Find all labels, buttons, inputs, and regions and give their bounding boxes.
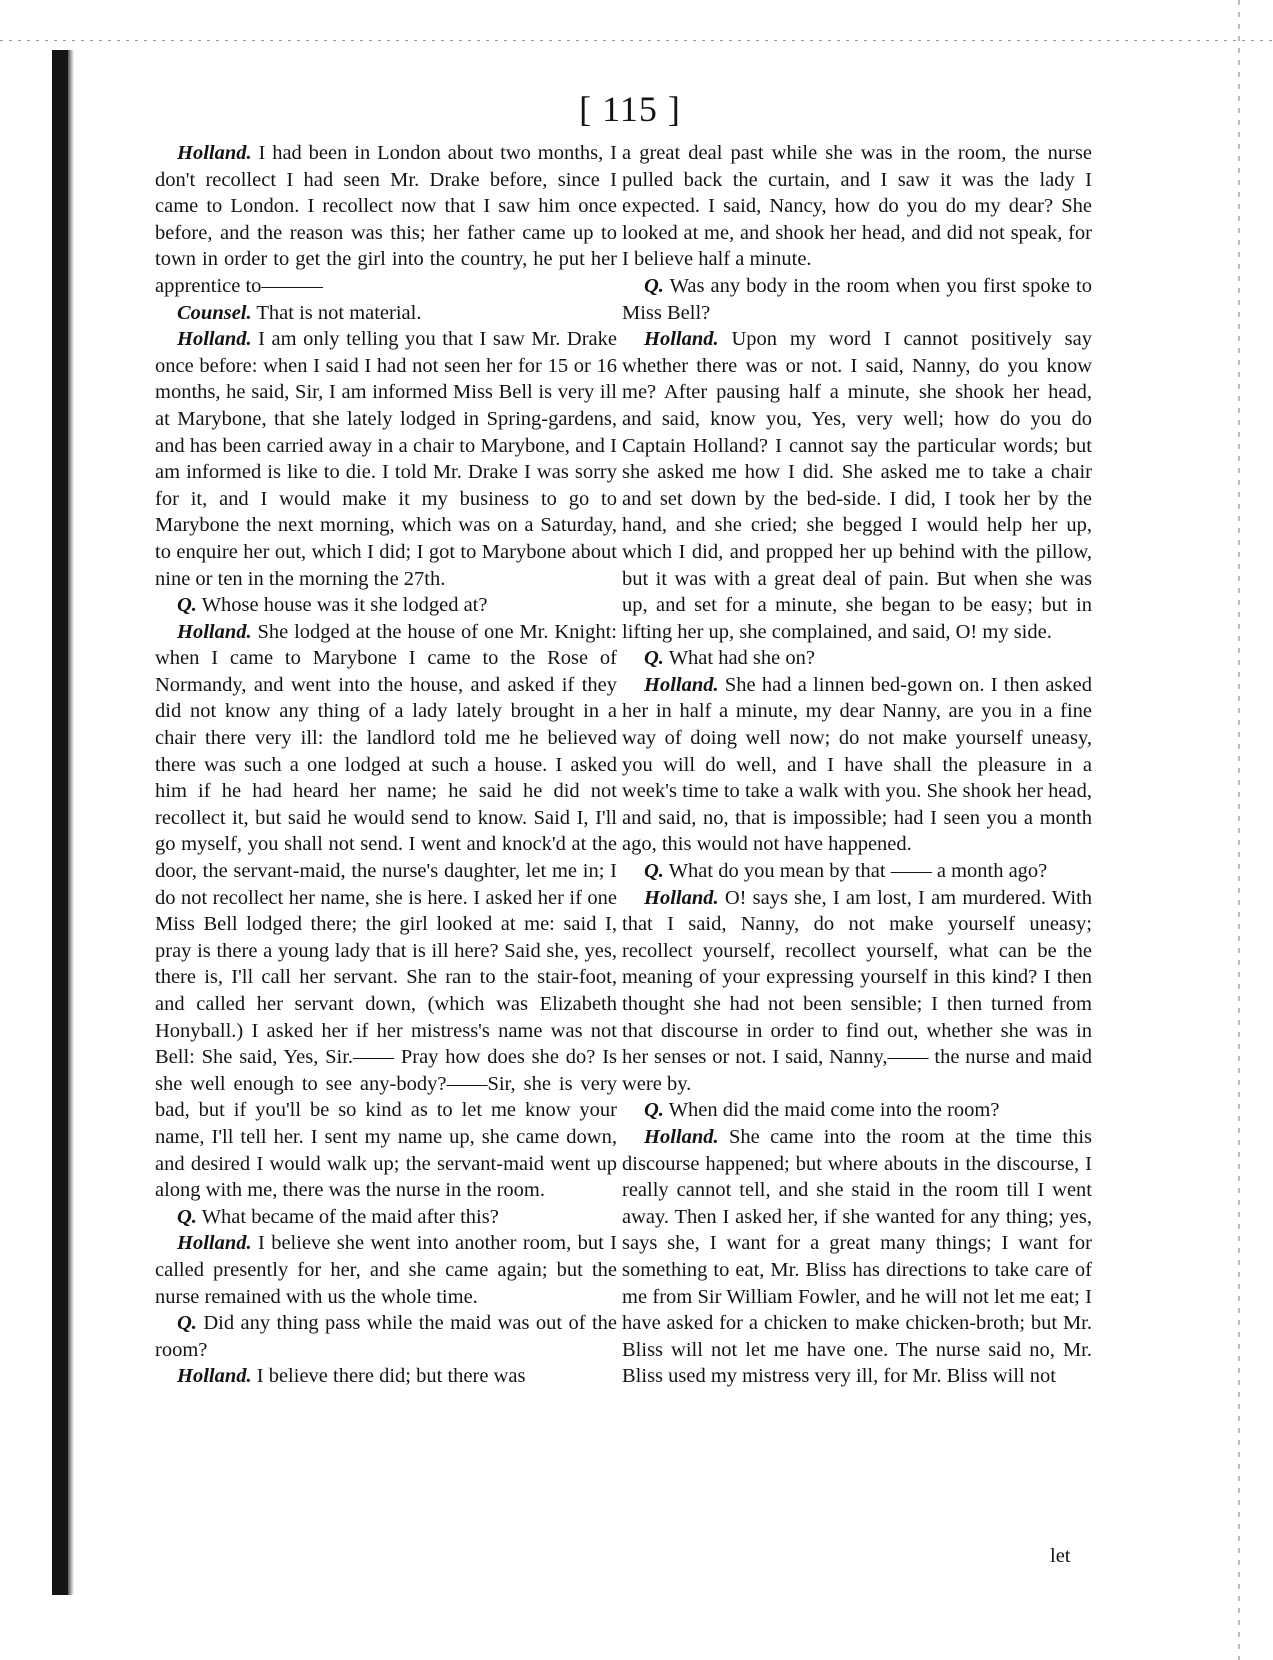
- speaker-label: Q.: [177, 1205, 197, 1228]
- paragraph: [155, 592, 617, 619]
- speaker-label: Holland.: [177, 1232, 252, 1255]
- page-number: [ 115 ]: [579, 89, 681, 129]
- speaker-label: Holland.: [177, 1365, 252, 1388]
- paragraph: [622, 885, 1092, 1098]
- paragraph: [155, 326, 617, 592]
- paragraph-text: I believe she went into another room, but I called presently for her, and she came again; but the nurse remained with us the whole time.: [155, 1232, 617, 1308]
- paragraph: [155, 1363, 617, 1390]
- speaker-label: Holland.: [177, 142, 252, 164]
- paragraph-text: I am only telling you that I saw Mr. Drake once before: when I said I had not seen her for 15 or 16 months, he said, Sir, I am informed Miss Bell is very ill at Marybone, that she lately lodged in Spring-gardens, and has been carried away in a chair to Marybone, and I am informed is like to die. I told Mr. Drake I was sorry for it, and I would make it my business to go to Marybone the next morning, which was on a Saturday, to enquire her out, which I did; I got to Marybone about nine or ten in the morning the 27th.: [155, 328, 617, 590]
- speaker-label: Holland.: [644, 328, 719, 351]
- paragraph-text: Was any body in the room when you first spoke to Miss Bell?: [622, 274, 1092, 324]
- speaker-label: Q.: [644, 1099, 664, 1122]
- paragraph-text: She came into the room at the time this discourse happened; but where abouts in the discourse, I really cannot tell, and she staid in the room till I went away. Then I asked her, if she wanted for any thing; yes, says she, I want for a great many things; I want for something to eat, Mr. Bliss has directions to take care of me from Sir William Fowler, and he will not let me eat; I have asked for a chicken to make chicken-broth; but Mr. Bliss will not let me have one. The nurse said no, Mr. Bliss used my mistress very ill, for Mr. Bliss will not: [622, 1125, 1092, 1388]
- speaker-label: Q.: [177, 594, 197, 617]
- paragraph: [622, 140, 1092, 273]
- paragraph-text: What became of the maid after this?: [196, 1205, 499, 1228]
- paragraph: [622, 273, 1092, 326]
- page-edge-top: [0, 40, 1273, 41]
- paragraph: [622, 858, 1092, 885]
- catchword: let: [1050, 1545, 1071, 1567]
- speaker-label: Q.: [644, 274, 664, 297]
- paragraph: [155, 300, 617, 327]
- paragraph-text: I had been in London about two months, I don't recollect I had seen Mr. Drake before, since I came to London. I recollect now that I saw him once before, and the reason was this; her father came up to town in order to get the girl into the country, he put her apprentice to———: [155, 142, 617, 297]
- paragraph: [622, 672, 1092, 858]
- paragraph-text: When did the maid come into the room?: [663, 1099, 1000, 1122]
- paragraph: [155, 140, 617, 300]
- paragraph-text: Whose house was it she lodged at?: [196, 594, 488, 617]
- paragraph-text: Upon my word I cannot positively say whether there was or not. I said, Nanny, do you know me? After pausing half a minute, she shook her head, and said, know you, Yes, very well; how do you do Captain Holland? I cannot say the particular words; but she asked me how I did. She asked me to take a chair and set down by the bed-side. I did, I took her by the hand, and she cried; she begged I would help her up, which I did, and propped her up behind with the pillow, but it was with a great deal of pain. But when she was up, and set for a minute, she began to be easy; but in lifting her up, she complained, and said, O! my side.: [622, 328, 1092, 643]
- paragraph-text: What had she on?: [663, 647, 815, 670]
- speaker-label: Counsel.: [177, 301, 252, 324]
- paragraph-text: She had a linnen bed-gown on. I then asked her in half a minute, my dear Nanny, are you in a fine way of doing well now; do not make yourself uneasy, you will do well, and I have shall the pleasure in a week's time to take a walk with you. She shook her head, and said, no, that is impossible; had I seen you a month ago, this would not have happened.: [622, 673, 1092, 856]
- speaker-label: Holland.: [644, 1125, 719, 1148]
- paragraph: [622, 1097, 1092, 1124]
- paragraph: [155, 619, 617, 1204]
- paragraph-text: That is not material.: [251, 301, 422, 324]
- paragraph: [155, 1204, 617, 1231]
- speaker-label: Q.: [644, 647, 664, 670]
- binding-shadow-fade: [68, 50, 74, 1595]
- paragraph-text: O! says she, I am lost, I am murdered. With that I said, Nanny, do not make yourself uneasy; recollect yourself, recollect yourself, what can be the meaning of your expressing yourself in this kind? I then thought she had not been sensible; I then turned from that discourse in order to find out, whether she was in her senses or not. I said, Nanny,—— the nurse and maid were by.: [622, 886, 1092, 1095]
- paragraph: [622, 1124, 1092, 1390]
- paragraph-text: Did any thing pass while the maid was out of the room?: [155, 1312, 617, 1361]
- speaker-label: Holland.: [644, 673, 719, 696]
- speaker-label: Q.: [177, 1312, 197, 1335]
- binding-shadow: [52, 50, 68, 1595]
- right-column: [622, 140, 1092, 1390]
- speaker-label: Holland.: [644, 886, 719, 909]
- paragraph: [622, 645, 1092, 672]
- paragraph-text: a great deal past while she was in the room, the nurse pulled back the curtain, and I saw it was the lady I expected. I said, Nancy, how do you do my dear? She looked at me, and shook her head, and did not speak, for I believe half a minute.: [622, 142, 1092, 271]
- paragraph: [155, 1230, 617, 1310]
- speaker-label: Holland.: [177, 620, 252, 643]
- speaker-label: Q.: [644, 860, 664, 883]
- left-column: [155, 140, 617, 1390]
- paragraph-text: I believe there did; but there was: [251, 1365, 526, 1388]
- page-edge-right: [1238, 0, 1240, 1660]
- speaker-label: Holland.: [177, 328, 252, 351]
- paragraph-text: She lodged at the house of one Mr. Knight: when I came to Marybone I came to the Rose of Normandy, and went into the house, and asked if they did not know any thing of a lady lately brought in a chair there very ill: the landlord told me he believed there was such a one lodged at such a house. I asked him if he had heard her name; he said he did not recollect it, but said he would send to know. Said I, I'll go myself, you shall not send. I went and knock'd at the door, the servant-maid, the nurse's daughter, let me in; I do not recollect her name, she is here. I asked her if one Miss Bell lodged there; the girl looked at me: said I, pray is there a young lady that is ill here? Said she, yes, there is, I'll call her servant. She ran to the stair-foot, and called her servant down, (which was Elizabeth Honyball.) I asked her if her mistress's name was not Bell: She said, Yes, Sir.—— Pray how does she do? Is she well enough to see any-body?——Sir, she is very bad, but if you'll be so kind as to let me know your name, I'll tell her. I sent my name up, she came down, and desired I would walk up; the servant-maid went up along with me, there was the nurse in the room.: [155, 620, 617, 1202]
- paragraph: [622, 326, 1092, 645]
- paragraph-text: What do you mean by that —— a month ago?: [663, 860, 1048, 883]
- paragraph: [155, 1310, 617, 1363]
